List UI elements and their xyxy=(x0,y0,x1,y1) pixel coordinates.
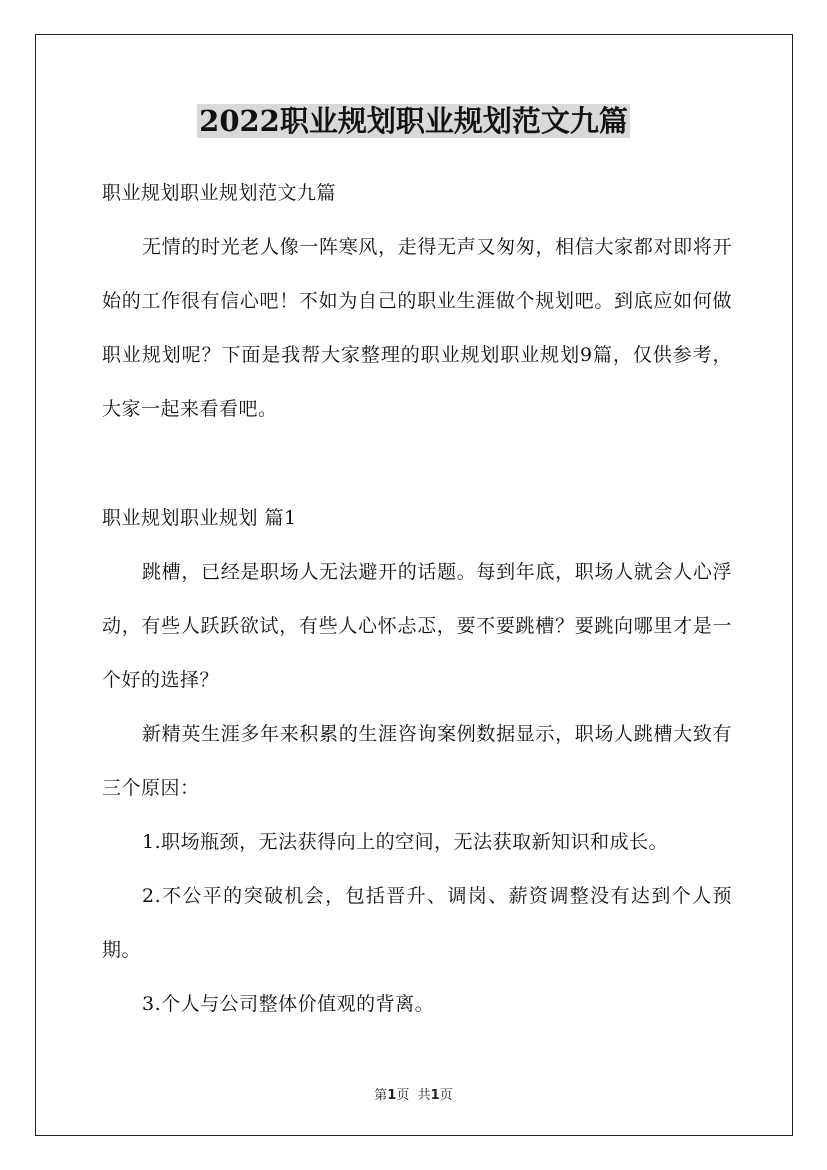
footer-total-prefix: 共 xyxy=(417,1088,431,1103)
document-title xyxy=(0,100,827,142)
body-paragraph-2: 新精英生涯多年来积累的生涯咨询案例数据显示，职场人跳槽大致有三个原因： xyxy=(102,723,732,799)
footer-page-number: 1 xyxy=(387,1088,397,1103)
intro-paragraph: 无情的时光老人像一阵寒风，走得无声又匆匆，相信大家都对即将开始的工作很有信心吧！不如为自己的职业生涯做个规划吧。到底应如何做职业规划呢？下面是我帮大家整理的职业规划职业规划9篇，仅供参考，大家一起来看看吧。 xyxy=(102,236,732,420)
document-subtitle: 职业规划职业规划范文九篇 xyxy=(102,182,337,204)
list-item-1: 1.职场瓶颈，无法获得向上的空间，无法获取新知识和成长。 xyxy=(142,831,669,853)
footer-page-prefix: 第 xyxy=(374,1088,388,1103)
list-item-3: 3.个人与公司整体价值观的背离。 xyxy=(142,993,435,1015)
section-heading: 职业规划职业规划 篇1 xyxy=(102,507,297,529)
document-title-text: 2022职业规划职业规划范文九篇 xyxy=(199,104,628,138)
footer-total-number: 1 xyxy=(430,1088,440,1103)
footer-page-suffix: 页 xyxy=(396,1088,410,1103)
footer-total-suffix: 页 xyxy=(439,1088,453,1103)
body-paragraph-1: 跳槽，已经是职场人无法避开的话题。每到年底，职场人就会人心浮动，有些人跃跃欲试，有些人心怀忐忑，要不要跳槽？要跳向哪里才是一个好的选择？ xyxy=(102,561,732,691)
page-footer xyxy=(0,1084,827,1103)
list-item-2: 2.不公平的突破机会，包括晋升、调岗、薪资调整没有达到个人预期。 xyxy=(102,885,732,961)
